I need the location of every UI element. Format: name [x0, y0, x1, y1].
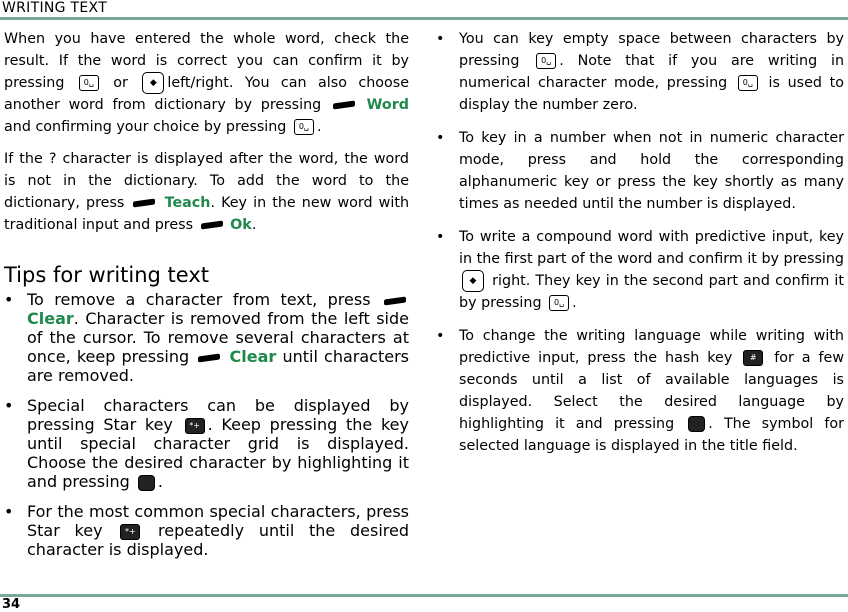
text: . Note that if you are writing in numerical character mode, pressing: [459, 53, 845, 91]
text: repeatedly until the desired character is displayed.: [27, 521, 410, 559]
text: .: [157, 472, 164, 491]
text: is used to display the number zero.: [459, 75, 845, 113]
text: .: [572, 295, 577, 311]
text: To remove a character from text, press: [27, 290, 371, 309]
text: . The symbol for selected language is displayed in the title field.: [459, 416, 845, 454]
tips-heading: Tips for writing text: [4, 263, 209, 287]
right-column: [436, 28, 844, 468]
paragraph-confirm-word: [4, 28, 409, 138]
zero-key-icon: 0␣: [79, 75, 99, 91]
ok-key-icon: [138, 475, 155, 491]
text: When you have entered the whole word, check the result. If the word is correct you can confirm it by pressing: [4, 31, 409, 91]
left-softkey-icon: [201, 220, 223, 229]
text: .: [251, 217, 257, 233]
text: or: [113, 75, 128, 91]
zero-key-icon: 0␣: [536, 53, 556, 69]
text: and confirming your choice by pressing: [4, 119, 287, 135]
right-softkey-icon: [198, 353, 220, 362]
text: To write a compound word with predictive input, key in the first part of the word and confirm it by pressing: [459, 229, 844, 267]
text: .: [316, 119, 322, 135]
ok-key-icon: [688, 416, 705, 432]
navigation-key-icon: ◆: [142, 72, 164, 94]
left-column: [4, 28, 409, 246]
right-softkey-icon: [384, 296, 406, 305]
keyword-clear: Clear: [229, 347, 277, 366]
hash-key-icon: #: [743, 350, 763, 366]
text: If the ? character is displayed after the word, the word is not in the dictionary. To add the word to the dictionary, press: [4, 151, 409, 211]
navigation-key-icon: ◆: [462, 270, 484, 292]
text: for a few seconds until a list of available languages is displayed. Select the desired language by highlighting it and pressing: [459, 350, 845, 432]
text: To key in a number when not in numeric character mode, press and hold the corresponding alphanumeric key or press the key shortly as many times as needed until the number is displayed.: [459, 130, 844, 212]
footer-rule: [0, 594, 848, 597]
keyword-teach: Teach: [164, 195, 211, 211]
zero-key-icon: 0␣: [294, 119, 314, 135]
list-item: [4, 396, 409, 491]
left-softkey-icon: [333, 100, 355, 109]
list-item: [436, 325, 844, 457]
keyword-clear: Clear: [27, 309, 74, 328]
text: . Key in the new word with traditional input and press: [4, 195, 410, 233]
paragraph-add-word: [4, 148, 409, 236]
list-item: [436, 28, 844, 116]
left-tips-list: [4, 290, 409, 570]
star-key-icon: *+: [185, 418, 205, 434]
list-item: [436, 226, 844, 314]
zero-key-icon: 0␣: [549, 295, 569, 311]
zero-key-icon: 0␣: [738, 75, 758, 91]
keyword-ok: Ok: [230, 217, 252, 233]
page-number: 34: [2, 597, 21, 612]
list-item: [4, 290, 409, 385]
left-softkey-icon: [133, 198, 155, 207]
text: Special characters can be displayed by pressing Star key: [27, 396, 409, 434]
star-key-icon: *+: [120, 524, 140, 540]
text: . Character is removed from the left side of the cursor. To remove several characters at once, keep pressing: [27, 309, 409, 366]
right-tips-list: [436, 28, 844, 457]
keyword-word: Word: [366, 97, 409, 113]
text: left/right. You can also choose another word from dictionary by pressing: [4, 75, 410, 113]
header-rule: [0, 17, 848, 20]
text: until characters are removed.: [27, 347, 410, 385]
text: You can key empty space between characters by pressing: [459, 31, 844, 69]
section-header-title: WRITING TEXT: [2, 0, 108, 16]
text: right. They key in the second part and confirm it by pressing: [459, 273, 845, 311]
text: . Keep pressing the key until special character grid is displayed. Choose the desired character by highlighting it and pressing: [27, 415, 409, 491]
list-item: [436, 127, 844, 215]
list-item: [4, 502, 409, 559]
text: To change the writing language while writing with predictive input, press the hash key: [459, 328, 844, 366]
text: For the most common special characters, press Star key: [27, 502, 409, 540]
